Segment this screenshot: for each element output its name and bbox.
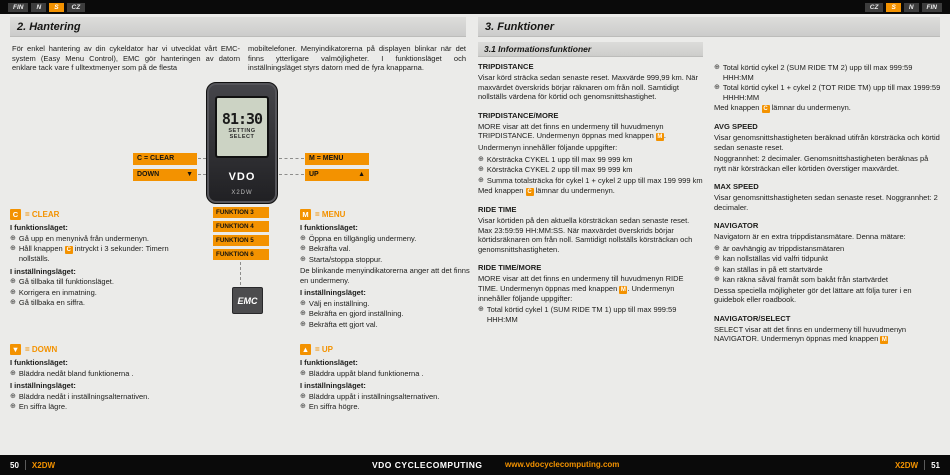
setting-mode-heading: I inställningsläget: [10,381,76,390]
m-key-icon: M [300,209,311,220]
list-item-text: Total körtid cykel 2 (SUM RIDE TM 2) upp till max 999:59 HHH:MM [722,63,913,82]
list-item-text: Bläddra nedåt i inställningsalternativen. [18,391,150,401]
function-title: AVG SPEED [714,122,758,131]
list-item [300,255,470,265]
function-mode-heading: I funktionsläget: [10,358,68,367]
menu-indicator-note: De blinkande menyindikatorerna anger att det finns en undermeny. [300,266,470,285]
list-item-text: Gå upp en menynivå från undermenyn. [18,233,149,243]
list-item [300,320,470,330]
bullet-icon: ⊕ [300,310,306,317]
lang-tag-fin: FIN [922,3,942,12]
list-item [478,305,703,324]
list-item-text [19,244,170,264]
text-fragment: . [663,131,666,140]
function-title: RIDE TIME [478,205,517,214]
bullet-icon: ⊕ [714,244,720,252]
down-title: = DOWN [25,344,58,354]
function-body: Visar körd sträcka sedan senaste reset. Maxvärde 999,99 km. När maxvärdet överskrids börjar räknaren om från noll. Samtidigt nollställs värdena för körtid och genomsnittshastighet. [478,73,698,101]
function-title: MAX SPEED [714,182,759,191]
function-mode-heading: I funktionsläget: [300,358,358,367]
connector-line [240,262,241,285]
list-item [10,288,170,298]
function-outro [714,103,942,113]
function-body [478,122,703,142]
bullet-icon: ⊕ [300,369,306,377]
bullet-icon: ⊕ [300,320,306,328]
c-clear-heading [10,209,170,220]
bullet-icon: ⊕ [478,155,484,163]
lang-tag-s: S [886,3,900,12]
bullet-icon: ⊕ [714,276,720,283]
setting-mode-heading: I inställningsläget: [10,266,76,276]
function-body: Visar genomsnittshastigheten sedan senaste reset. Noggrannhet: 2 decimaler. [714,193,938,212]
list-item-text: kan ställas in på ett startvärde [722,264,823,274]
list-item [10,369,170,379]
list-item [300,369,470,379]
function-title: NAVIGATOR/SELECT [714,313,791,323]
bullet-icon: ⊕ [10,392,16,400]
list-item-text: Starta/stoppa stoppur. [308,254,383,264]
function-body: Navigatorn är en extra trippdistansmätare. Denna mätare: [714,232,906,241]
list-item-text: Total körtid cykel 1 + cykel 2 (TOT RIDE TM) upp till max 1999:59 HHHH:MM [722,83,941,102]
footer-divider [25,460,26,470]
list-item-text: Bläddra nedåt bland funktionerna . [18,368,134,378]
function-mode-heading: I funktionsläget: [10,223,68,232]
list-item-text: Välj en inställning. [308,298,370,308]
function-outro: Dessa speciella möjligheter gör det lättare att följa turer i en guidebok eller roadbook. [714,285,912,304]
bullet-icon: ⊕ [300,245,306,252]
display-line-1: SETTING [228,128,256,134]
list-item-text: Gå tillbaka till funktionsläget. [18,277,114,286]
top-language-bar [0,0,950,14]
list-item-text: Bekräfta en gjord inställning. [308,309,404,318]
list-item [300,299,470,309]
section-3-title: 3. Funktioner [485,20,555,33]
info-functions-column-2 [714,63,942,353]
funktion-6-tab: FUNKTION 6 [213,249,269,260]
function-outro [478,186,703,196]
text-fragment: MORE visar att det finns en undermeny till huvudmenyn TRIPDISTANCE. Undermenyn öppnas med knappen [478,121,664,140]
list-item-text: Körsträcka CYKEL 1 upp till max 99 999 km [486,154,633,164]
c-clear-callout: C = CLEAR [133,153,197,165]
section-2-header [10,17,466,37]
down-arrow-icon: ▼ [186,171,193,178]
footer-bar [0,455,950,475]
bullet-icon: ⊕ [714,64,720,71]
list-item-text: Bekräfta ett gjort val. [308,319,378,329]
list-item [10,402,170,412]
funktion-3-tab: FUNKTION 3 [213,207,269,218]
bullet-icon: ⊕ [300,255,306,263]
up-title: = UP [315,344,334,354]
m-menu-heading [300,209,470,220]
function-body [478,274,703,303]
footer-divider [924,460,925,470]
funktion-4-tab: FUNKTION 4 [213,221,269,232]
list-item-text: Bekräfta val. [308,244,351,253]
up-heading [300,344,470,355]
connector-line [198,158,206,159]
list-item-text: En siffra högre. [308,402,360,411]
list-item-text: Total körtid cykel 1 (SUM RIDE TM 1) upp till max 999:59 HHH:MM [486,305,677,324]
language-tags-left [8,3,85,12]
function-title: TRIPDISTANCE/MORE [478,110,559,120]
section-2-title: 2. Hantering [17,20,81,33]
text-fragment: Med knappen [478,186,524,195]
c-key-icon: C [10,209,21,220]
intro-paragraph-col2: mobiltelefoner. Menyindikatorerna på displayen blinkar när det finns ytterligare valmöjligheter. I funktionsläget och inställningsläget styrs datorn med de fyra knapparna. [248,44,466,72]
tripdistance-more-section [478,111,703,197]
list-item-text: Summa totalsträcka för cykel 1 + cykel 2 upp till max 199 999 km [486,175,703,185]
list-item [714,265,942,275]
navigator-section [714,221,942,305]
list-item-text: Korrigera en inmatning. [18,287,97,297]
list-label: Undermenyn innehåller följande uppgifter: [478,143,618,152]
bullet-icon: ⊕ [10,234,16,242]
bullet-icon: ⊕ [10,288,16,296]
text-fragment: SELECT visar att det finns en undermeny till huvudmenyn NAVIGATOR. Undermenyn öppnas med knappen [714,324,907,343]
down-heading [10,344,170,355]
function-title: TRIPDISTANCE [478,62,534,71]
ride-time-more-continued [714,63,942,113]
cycle-computer-image [206,82,278,204]
bullet-icon: ⊕ [300,392,306,400]
list-item [714,244,942,254]
list-item-text: är oavhängig av trippdistansmätaren [722,243,845,253]
list-item [478,165,703,175]
list-item [478,176,703,186]
bullet-icon: ⊕ [10,403,16,410]
bullet-icon: ⊕ [478,306,484,313]
m-menu-callout: M = MENU [305,153,369,165]
lang-tag-fin: FIN [8,3,28,12]
connector-line [198,174,206,175]
list-item-text: Bläddra uppåt i inställningsalternativen. [308,391,440,401]
list-item [10,234,170,244]
language-tags-right [865,3,942,12]
m-menu-title: = MENU [315,209,346,219]
down-label: DOWN [137,171,160,178]
bullet-icon: ⊕ [10,369,16,377]
list-item-text: kan nollställas vid valfri tidpunkt [722,254,828,263]
device-brand-logo: VDO [228,171,256,183]
footer-right [895,460,940,470]
function-body: Visar körtiden på den aktuella körsträckan sedan senaste reset. Max 23:59:59 HH:MM:SS. När maxvärdet överskrids börjar körtidsräknaren om från noll. Samtidigt nollställs körsträckan och genomsnittshastigheten. [478,216,693,254]
list-item [478,155,703,165]
bullet-icon: ⊕ [10,299,16,306]
max-speed-section [714,182,942,212]
list-item-text: En siffra lägre. [18,402,68,411]
intro-paragraph-col1: För enkel hantering av din cykeldator har vi utvecklat vårt EMC-system (Easy Menu Control), EMC gör hanteringen av datorn enklare tack vare f ulltextmenyer som på de flesta [12,44,240,72]
bullet-icon: ⊕ [478,176,484,184]
list-item [10,244,170,264]
info-functions-column [478,62,703,333]
function-body: Noggrannhet: 2 decimaler. Genomsnittshastigheten beräknas på nytt när körsträckan eller körtiden överstiger maxvärdet. [714,154,929,173]
list-item [10,277,170,287]
list-item-text: Gå tillbaka en siffra. [18,298,86,307]
connector-line [279,174,304,175]
bullet-icon: ⊕ [10,245,16,252]
down-button-callout [133,169,197,181]
connector-line [279,158,304,159]
lang-tag-cz: CZ [67,3,86,12]
m-key-icon: M [620,286,626,293]
bullet-icon: ⊕ [714,255,720,262]
list-item-text: Bläddra uppåt bland funktionerna . [308,368,424,378]
text-fragment: . Undermenyn innehåller följande uppgifter: [478,283,675,303]
text-fragment: Med knappen [714,103,760,112]
c-key-icon: C [527,189,532,195]
list-item [300,234,470,244]
m-key-icon: M [657,134,663,140]
section-3-1-header [478,42,703,57]
model-label-right: X2DW [894,460,919,470]
list-item-text: Körsträcka CYKEL 2 upp till max 99 999 km [486,165,633,174]
page-number-left: 50 [10,460,19,470]
c-clear-section [10,209,170,309]
bullet-icon: ⊕ [714,84,720,91]
display-main-value: 81:30 [221,110,263,128]
down-section [10,344,170,413]
list-item [10,392,170,402]
up-button-callout [305,169,369,181]
display-line-2: SELECT [229,134,255,140]
list-item [714,63,942,82]
avg-speed-section [714,122,942,173]
setting-mode-heading: I inställningsläget: [300,288,366,297]
model-label-left: X2DW [31,460,56,470]
device-display [215,96,269,158]
list-item [10,298,170,308]
lang-tag-s: S [49,3,63,12]
bullet-icon: ⊕ [10,278,16,285]
m-key-icon: M [881,337,887,343]
bullet-icon: ⊕ [300,234,306,242]
funktion-5-tab: FUNKTION 5 [213,235,269,246]
text-fragment: Håll knappen [18,244,63,253]
function-title: RIDE TIME/MORE [478,263,542,272]
up-key-icon: ▲ [301,345,310,354]
up-label: UP [309,171,319,178]
tripdistance-section [478,62,703,102]
down-key-icon: ▼ [11,345,20,354]
bullet-icon: ⊕ [714,265,720,273]
list-item [300,309,470,319]
list-item-text: kan räkna såväl framåt som bakåt från startvärdet [722,275,888,284]
function-mode-heading: I funktionsläget: [300,223,358,232]
footer-url: www.vdocyclecomputing.com [505,460,620,469]
lang-tag-n: N [31,3,46,12]
section-3-header [478,17,940,37]
list-item [300,244,470,254]
function-body [714,325,942,345]
function-body: Visar genomsnittshastigheten beräknad utifrån körsträcka och körtid sedan senaste reset. [714,133,940,152]
device-model-label: X2DW [231,190,253,196]
list-item-text: Öppna en tillgänglig undermeny. [308,233,417,243]
list-item [300,392,470,402]
list-item [714,275,942,285]
setting-mode-heading: I inställningsläget: [300,381,366,390]
list-item [300,402,470,412]
text-fragment: lämnar du undermenyn. [771,103,851,112]
navigator-select-section [714,314,942,345]
footer-left [10,460,55,470]
m-menu-section [300,209,470,330]
list-item [714,254,942,264]
c-clear-title: = CLEAR [25,209,60,219]
text-fragment: lämnar du undermenyn. [535,186,615,195]
lang-tag-cz: CZ [865,3,884,12]
list-item [714,83,942,102]
bullet-icon: ⊕ [300,403,306,410]
ride-time-section [478,205,703,254]
c-key-icon: C [763,106,768,112]
c-key-icon: C [66,247,71,253]
up-arrow-icon: ▲ [358,171,365,178]
text-fragment: intryckt i 3 sekunder: Timern nollställs. [18,244,169,263]
footer-brand: VDO CYCLECOMPUTING [372,460,483,470]
up-section [300,344,470,413]
ride-time-more-section [478,263,703,324]
section-3-1-title: 3.1 Informationsfunktioner [484,44,592,54]
bullet-icon: ⊕ [300,299,306,307]
function-title: NAVIGATOR [714,221,759,230]
lang-tag-n: N [904,3,919,12]
text-fragment: MORE visar att det finns en undermeny till huvudmenyn RIDE TIME. Undermenyn öppnas med knappen [478,274,684,293]
bullet-icon: ⊕ [478,166,484,173]
page-number-right: 51 [931,460,940,470]
emc-logo: EMC [232,287,263,314]
